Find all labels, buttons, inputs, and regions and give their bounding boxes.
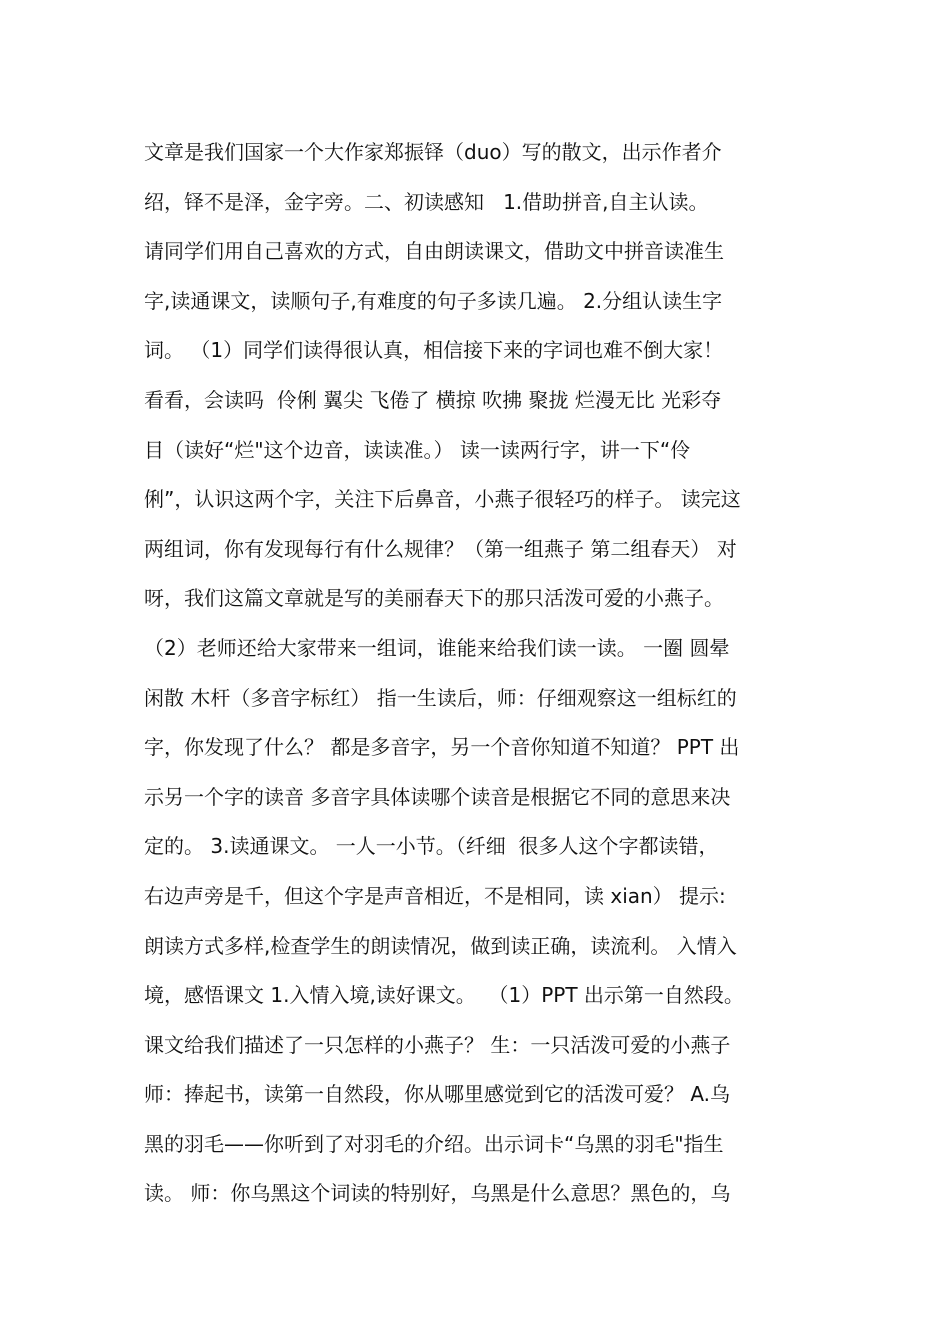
text-line: 呀，我们这篇文章就是写的美丽春天下的那只活泼可爱的小燕子。 (144, 586, 724, 611)
text-line: 师：捧起书，读第一自然段，你从哪里感觉到它的活泼可爱？ A.乌 (144, 1082, 731, 1107)
text-line: 绍，铎不是泽，金字旁。二、初读感知 1.借助拼音,自主认读。 (144, 189, 709, 214)
text-line: 境，感悟课文 1.入情入境,读好课文。 （1）PPT 出示第一自然段。 (144, 983, 744, 1008)
text-line: 俐”，认识这两个字，关注下后鼻音，小燕子很轻巧的样子。 读完这 (144, 487, 741, 512)
text-line: 看看，会读吗 伶俐 翼尖 飞倦了 横掠 吹拂 聚拢 烂漫无比 光彩夺 (144, 387, 722, 412)
text-line: 词。 （1）同学们读得很认真，相信接下来的字词也难不倒大家！ (144, 338, 724, 363)
text-line: 课文给我们描述了一只怎样的小燕子？ 生：一只活泼可爱的小燕子 (144, 1032, 731, 1057)
text-line: 两组词，你有发现每行有什么规律？（第一组燕子 第二组春天） 对 (144, 536, 737, 561)
text-line: 闲散 木杆（多音字标红） 指一生读后，师：仔细观察这一组标红的 (144, 685, 737, 710)
text-line: 定的。 3.读通课文。 一人一小节。（纤细 很多人这个字都读错， (144, 834, 719, 859)
text-line: 朗读方式多样,检查学生的朗读情况，做到读正确，读流利。 入情入 (144, 933, 737, 958)
text-line: 字,读通课文，读顺句子,有难度的句子多读几遍。 2.分组认读生字 (144, 288, 723, 313)
text-line: 字，你发现了什么？ 都是多音字，另一个音你知道不知道？ PPT 出 (144, 735, 740, 760)
text-line: 文章是我们国家一个大作家郑振铎（duo）写的散文，出示作者介 (144, 140, 722, 164)
text-line: 示另一个字的读音 多音字具体读哪个读音是根据它不同的意思来决 (144, 784, 731, 809)
text-line: 请同学们用自己喜欢的方式，自由朗读课文，借助文中拼音读准生 (144, 239, 724, 264)
text-line: 读。 师：你乌黑这个词读的特别好，乌黑是什么意思？黑色的，乌 (144, 1181, 731, 1206)
document-body (144, 128, 814, 1219)
text-line: 目（读好“烂"这个边音，读读准。） 读一读两行字，讲一下“伶 (144, 437, 691, 462)
text-line: 黑的羽毛——你听到了对羽毛的介绍。出示词卡“乌黑的羽毛"指生 (144, 1131, 724, 1156)
text-line: 右边声旁是千，但这个字是声音相近，不是相同，读 xian） 提示: (144, 883, 726, 908)
text-line: （2）老师还给大家带来一组词，谁能来给我们读一读。 一圈 圆晕 (144, 635, 730, 660)
